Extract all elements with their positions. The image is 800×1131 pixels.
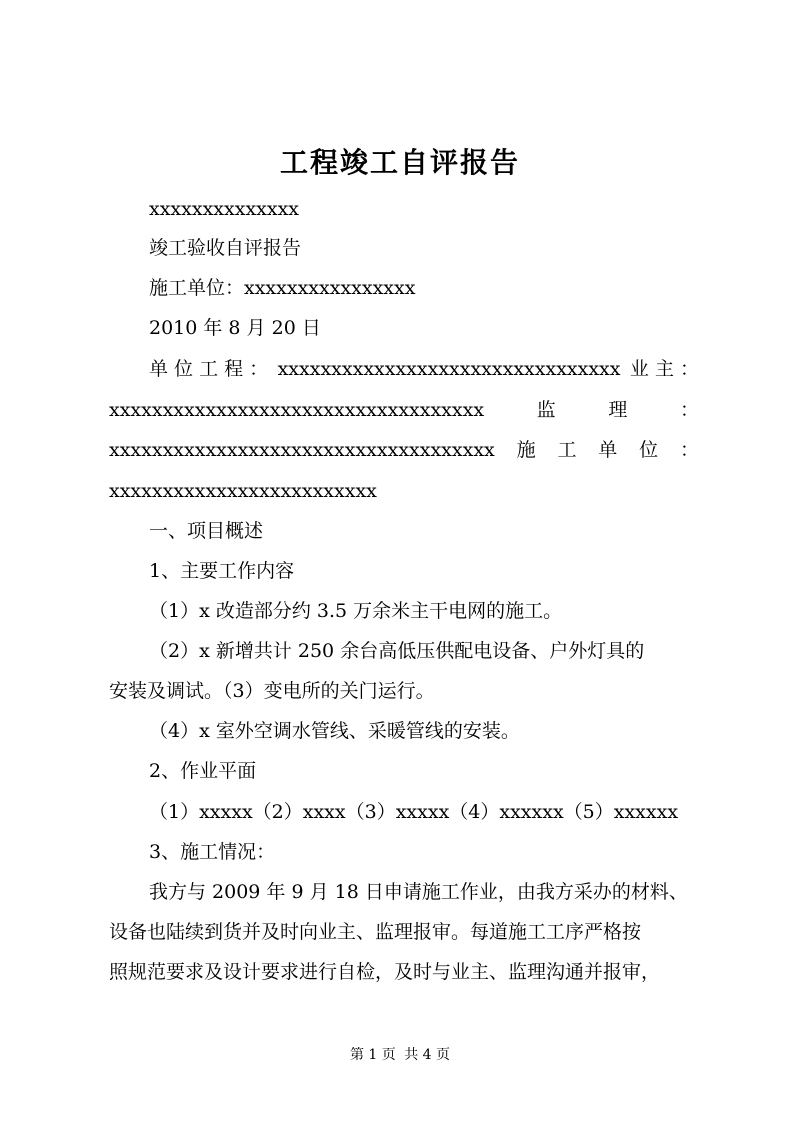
work-item-2-cont: 安装及调试。（3）变电所的关门运行。 bbox=[109, 680, 435, 702]
contractor-label-2: 工 bbox=[557, 439, 577, 461]
text-line-contractor: 施工单位：xxxxxxxxxxxxxxxx bbox=[149, 277, 416, 299]
contractor-label-3: 单 bbox=[598, 439, 618, 461]
paragraph-line-2: 设备也陆续到货并及时向业主、监理报审。每道施工工序严格按 bbox=[109, 921, 642, 943]
work-planes-list: （1）xxxxx（2）xxxx（3）xxxxx（4）xxxxxx（5）xxxxxx bbox=[149, 801, 679, 823]
work-item-4: （4）x 室外空调水管线、采暖管线的安装。 bbox=[149, 720, 520, 742]
section-heading-main-work: 1、主要工作内容 bbox=[149, 560, 295, 582]
page-title: 工程竣工自评报告 bbox=[279, 146, 520, 179]
paragraph-line-1: 我方与 2009 年 9 月 18 日申请施工作业，由我方采办的材料、 bbox=[149, 881, 688, 903]
section-heading-work-plane: 2、作业平面 bbox=[149, 760, 257, 782]
section-heading-construction: 3、施工情况： bbox=[149, 841, 276, 863]
text-line-code: xxxxxxxxxxxxxx bbox=[149, 198, 300, 220]
section-heading-overview: 一、项目概述 bbox=[149, 520, 264, 542]
supervisor-contractor-line bbox=[109, 437, 699, 463]
project-unit-line bbox=[149, 356, 699, 382]
text-line-subtitle: 竣工验收自评报告 bbox=[149, 237, 302, 259]
supervisor-label-1: 监 bbox=[536, 399, 556, 421]
work-item-2: （2）x 新增共计 250 余台高低压供配电设备、户外灯具的 bbox=[149, 640, 645, 662]
supervisor-label-2: 理 bbox=[608, 399, 628, 421]
owner-label: 业 主 ： bbox=[629, 358, 699, 380]
paragraph-line-3: 照规范要求及设计要求进行自检，及时与业主、监理沟通并报审， bbox=[109, 961, 661, 983]
unit-label: 单 位 工 程 ： bbox=[149, 358, 269, 380]
text-line-date: 2010 年 8 月 20 日 bbox=[149, 317, 321, 339]
page-total: 共 4 页 bbox=[404, 1047, 451, 1063]
contractor-label-1: 施 bbox=[516, 439, 536, 461]
page-number: 第 1 页 bbox=[349, 1047, 396, 1063]
contractor-colon: ： bbox=[679, 439, 699, 461]
owner-value: xxxxxxxxxxxxxxxxxxxxxxxxxxxxxxxxxxx bbox=[109, 399, 485, 421]
supervisor-value: xxxxxxxxxxxxxxxxxxxxxxxxxxxxxxxxxxxx bbox=[109, 439, 495, 461]
contractor-label-4: 位 bbox=[639, 439, 659, 461]
work-item-1: （1）x 改造部分约 3.5 万余米主干电网的施工。 bbox=[149, 600, 563, 622]
unit-value: xxxxxxxxxxxxxxxxxxxxxxxxxxxxxxxx bbox=[277, 358, 621, 380]
page-footer bbox=[0, 1044, 800, 1064]
contractor-value: xxxxxxxxxxxxxxxxxxxxxxxxx bbox=[109, 480, 377, 502]
owner-supervisor-line bbox=[109, 397, 699, 423]
supervisor-colon: ： bbox=[679, 399, 699, 421]
